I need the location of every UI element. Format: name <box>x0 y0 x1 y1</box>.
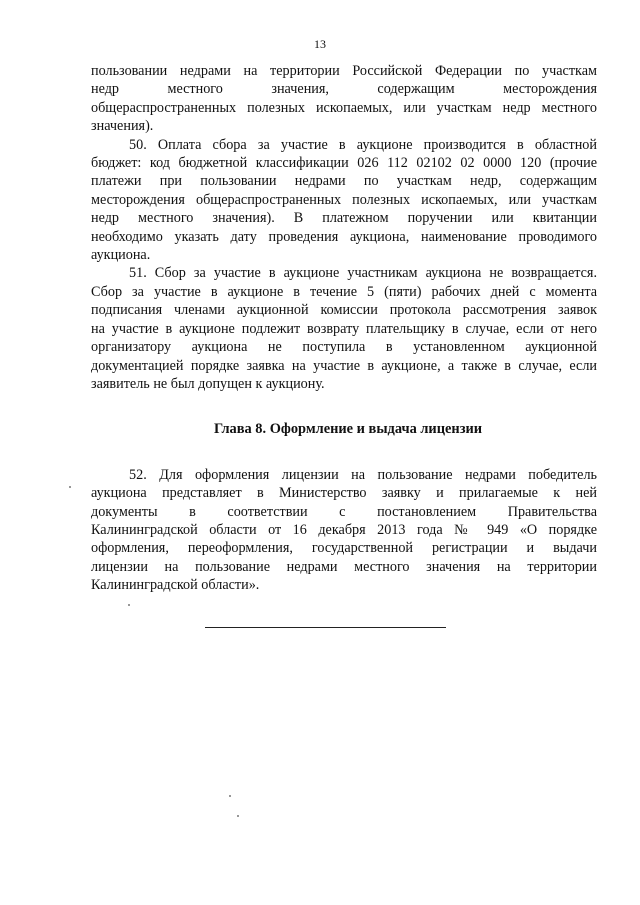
text-line: Калининградской области». <box>91 577 260 594</box>
text-line: месторождения общераспространенных полезных ископаемых, или участкам <box>91 191 597 208</box>
text-line: оформления, переоформления, государственной регистрации и выдачи <box>91 540 597 557</box>
document-body <box>91 62 597 595</box>
text-line: аукциона представляет в Министерство заявку и прилагаемые к ней <box>91 485 597 502</box>
text-line: недр местного значения, содержащим месторождения <box>91 81 597 98</box>
text-line: общераспространенных полезных ископаемых, или участкам недр местного <box>91 99 597 116</box>
text-line: на участие в аукционе подлежит возврату плательщику в случае, если от него <box>91 320 597 337</box>
scan-speck <box>69 486 71 488</box>
scan-speck <box>128 604 130 606</box>
text-line: 50. Оплата сбора за участие в аукционе производится в областной <box>129 136 597 153</box>
end-divider-line <box>205 627 446 628</box>
text-line: недр местного значения). В платежном поручении или квитанции <box>91 210 597 227</box>
text-line: бюджет: код бюджетной классификации 026 112 02102 02 0000 120 (прочие <box>91 155 597 172</box>
text-line: платежи при пользовании недрами по участкам недр, содержащим <box>91 173 597 190</box>
text-line: подписания членами аукционной комиссии протокола рассмотрения заявок <box>91 302 597 319</box>
text-line: 51. Сбор за участие в аукционе участникам аукциона не возвращается. <box>129 265 597 282</box>
text-line: значения). <box>91 118 154 135</box>
paragraph-51 <box>91 264 597 393</box>
text-line: заявитель не был допущен к аукциону. <box>91 375 325 392</box>
text-line: пользовании недрами на территории Российской Федерации по участкам <box>91 63 597 79</box>
chapter-heading: Глава 8. Оформление и выдача лицензии <box>213 421 483 438</box>
scan-speck <box>229 795 231 797</box>
page-number: 13 <box>314 37 326 51</box>
paragraph-continuation <box>91 62 597 136</box>
text-line: аукциона. <box>91 247 151 264</box>
text-line: 52. Для оформления лицензии на пользование недрами победитель <box>129 466 597 483</box>
text-line: необходимо указать дату проведения аукциона, наименование проводимого <box>91 228 597 245</box>
paragraph-50 <box>91 136 597 265</box>
text-line: Калининградской области от 16 декабря 2013 года № 949 «О порядке <box>91 521 597 538</box>
scan-speck <box>237 815 239 817</box>
text-line: организатору аукциона не поступила в установленном аукционной <box>91 339 597 356</box>
text-line: лицензии на пользование недрами местного значения на территории <box>91 558 597 575</box>
paragraph-52 <box>91 466 597 595</box>
text-line: Сбор за участие в аукционе в течение 5 (пяти) рабочих дней с момента <box>91 283 597 300</box>
text-line: документацией порядке заявка на участие в аукционе, а также в случае, если <box>91 357 597 374</box>
text-line: документы в соответствии с постановлением Правительства <box>91 503 597 520</box>
